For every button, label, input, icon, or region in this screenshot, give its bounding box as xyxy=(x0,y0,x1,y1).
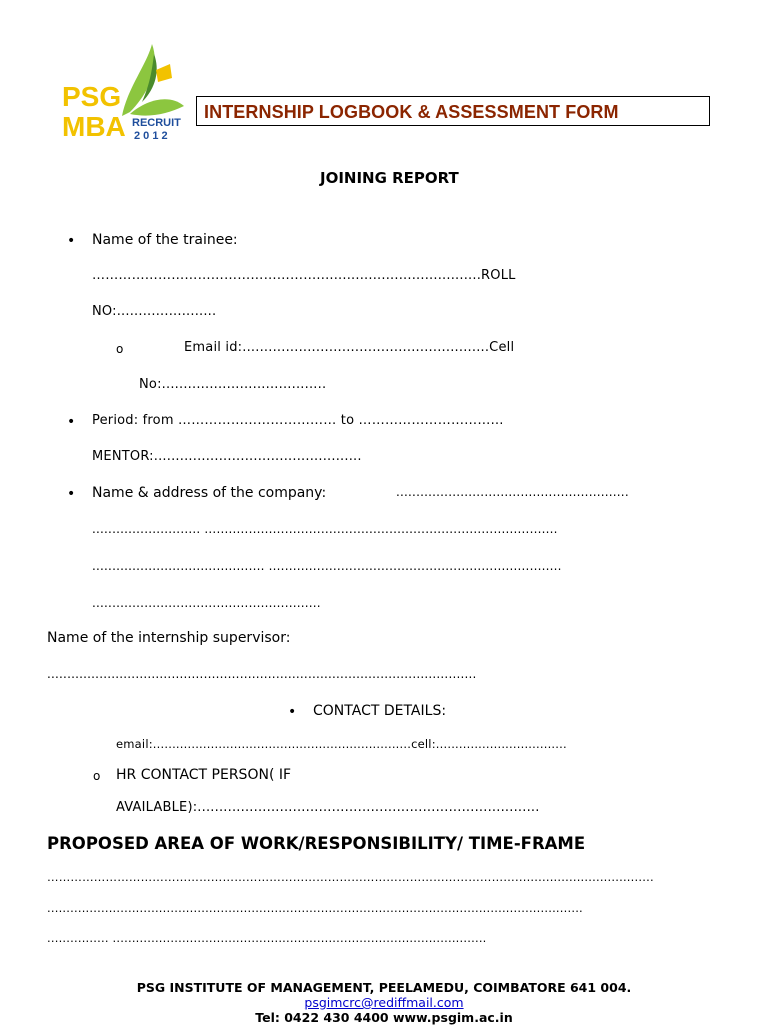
proposed-line-2: ........................................................................................................................................... xyxy=(47,901,583,915)
company-address-line-3: ........................................... ......................................................................... xyxy=(92,559,562,573)
bullet: • xyxy=(288,704,297,720)
trainee-label: Name of the trainee: xyxy=(92,232,238,248)
svg-text:2 0 1 2: 2 0 1 2 xyxy=(134,130,168,142)
proposed-area-heading: PROPOSED AREA OF WORK/RESPONSIBILITY/ TIME-FRAME xyxy=(47,834,586,853)
contact-details-label: CONTACT DETAILS: xyxy=(313,703,447,719)
roll-no-line: NO:....................... xyxy=(92,304,217,319)
footer-tel: Tel: 0422 430 4400 www.psgim.ac.in xyxy=(255,1010,513,1025)
contact-email-cell-line: email:...................................................................cell:.................................. xyxy=(116,737,567,751)
svg-text:MBA: MBA xyxy=(62,111,126,142)
bullet: • xyxy=(67,414,76,430)
svg-text:RECRUIT: RECRUIT xyxy=(132,117,181,129)
company-address-line-2: ........................... ........................................................................................ xyxy=(92,522,558,536)
sub-bullet: o xyxy=(93,769,101,783)
mentor-line: MENTOR:................................................ xyxy=(92,449,362,464)
proposed-line-3: ................ ................................................................................................. xyxy=(47,931,487,945)
psg-mba-recruit-logo xyxy=(52,44,202,154)
svg-text:PSG: PSG xyxy=(62,81,122,112)
period-line: Period: from ……………………………… to …………………………… xyxy=(92,413,504,428)
company-address-line-4: ......................................................... xyxy=(92,596,321,610)
supervisor-dots: ........................................................................................................... xyxy=(47,667,477,681)
form-title: INTERNSHIP LOGBOOK & ASSESSMENT FORM xyxy=(204,102,619,122)
footer-email-link[interactable]: psgimcrc@rediffmail.com xyxy=(304,995,464,1010)
company-label: Name & address of the company: xyxy=(92,485,327,501)
footer-institute: PSG INSTITUTE OF MANAGEMENT, PEELAMEDU, COIMBATORE 641 004. xyxy=(136,980,632,995)
hr-contact-label: HR CONTACT PERSON( IF xyxy=(116,767,292,783)
bullet: • xyxy=(67,486,76,502)
sub-bullet: o xyxy=(116,342,124,356)
joining-report-heading: JOINING REPORT xyxy=(320,169,459,187)
cell-no-line: No:...................................... xyxy=(139,377,327,392)
trainee-name-line: ……………………………………………......................................ROLL xyxy=(92,268,516,283)
hr-contact-line: AVAILABLE):............................................................................... xyxy=(116,800,540,815)
footer-email-wrap xyxy=(0,995,768,1010)
bullet: • xyxy=(67,233,76,249)
email-line: Email id:.........................................................Cell xyxy=(184,340,515,355)
supervisor-label: Name of the internship supervisor: xyxy=(47,630,291,646)
company-dots: .......................................................... xyxy=(396,485,629,499)
proposed-line-1: ………………………………………………………………………………………………………….................................... xyxy=(47,870,654,884)
